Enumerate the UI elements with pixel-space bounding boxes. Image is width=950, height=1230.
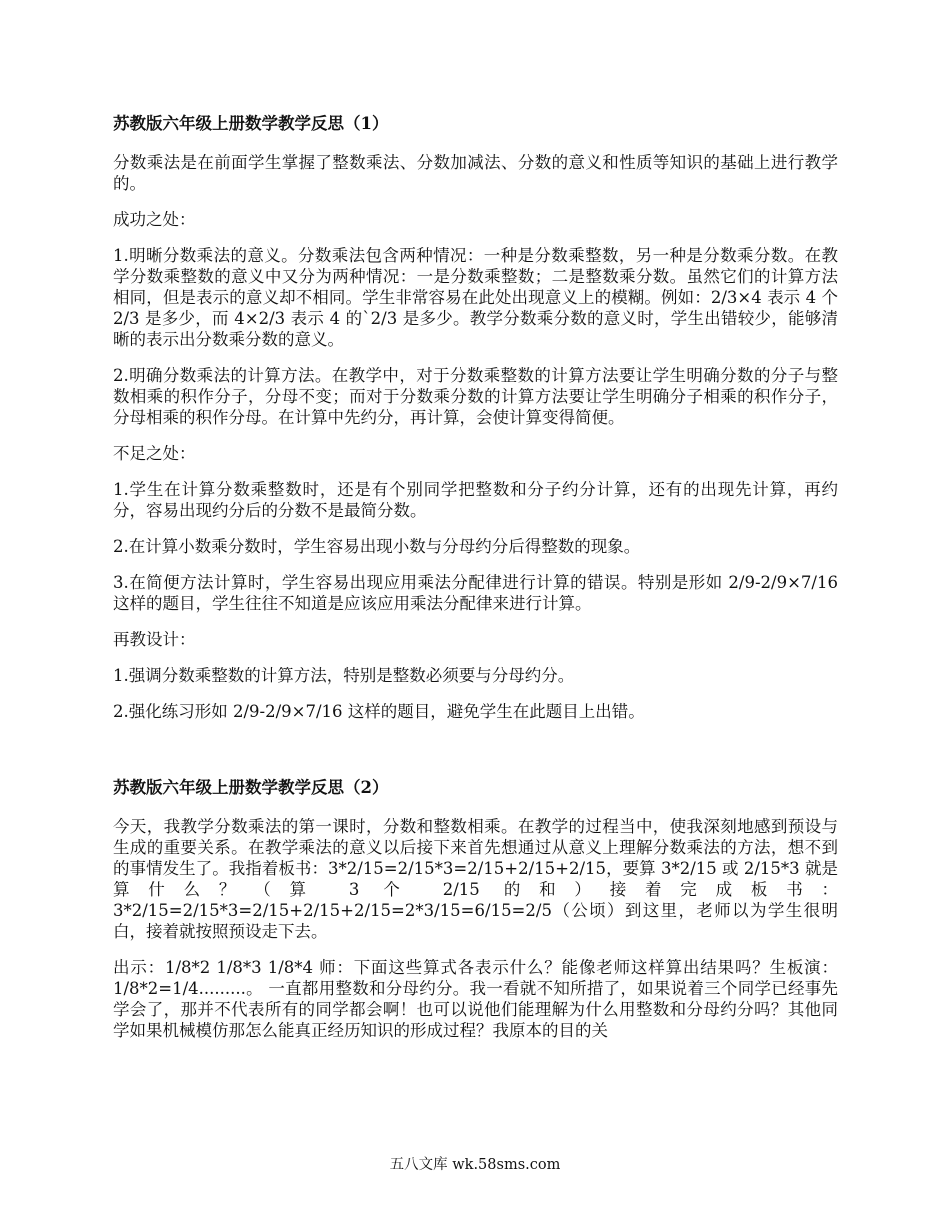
page-footer: 五八文库 wk.58sms.com xyxy=(389,1157,561,1173)
section-1-title: 苏教版六年级上册数学教学反思（1） xyxy=(113,114,389,133)
paragraph: 2.在计算小数乘分数时，学生容易出现小数与分母约分后得整数的现象。 xyxy=(113,537,641,556)
paragraph: 今天，我教学分数乘法的第一课时，分数和整数相乘。在教学的过程当中，使我深刻地感到预设与生成的重要关系。在教学乘法的意义以后接下来首先想通过从意义上理解分数乘法的方法，想不到的事情发生了。我指着板书：3*2/15=2/15*3=2/15+2/15+2/15，要算 3*2/15 或 2/15*3 就是算什么？（算 3 个 2/15 的和）接着完成板书：3*2/15=2/15*3=2/15+2/15+2/15=2*3/15=6/15=2/5（公顷）到这里，老师以为学生很明白，接着就按照预设走下去。 xyxy=(113,817,838,941)
paragraph: 出示：1/8*2 1/8*3 1/8*4 师：下面这些算式各表示什么？能像老师这样算出结果吗？生板演：1/8*2=1/4.........。 一直都用整数和分母约分。我一看就不知所措了，如果说着三个同学已经事先学会了，那并不代表所有的同学都会啊！也可以说他们能理解为什么用整数和分母约分吗？其他同学如果机械模仿那怎么能真正经历知识的形成过程？我原本的目的关 xyxy=(113,958,838,1040)
paragraph: 不足之处： xyxy=(113,444,196,463)
paragraph: 1.强调分数乘整数的计算方法，特别是整数必须要与分母约分。 xyxy=(113,666,575,685)
paragraph: 1.学生在计算分数乘整数时，还是有个别同学把整数和分子约分计算，还有的出现先计算，再约分，容易出现约分后的分数不是最简分数。 xyxy=(113,480,838,520)
paragraph: 1.明晰分数乘法的意义。分数乘法包含两种情况：一种是分数乘整数，另一种是分数乘分数。在教学分数乘整数的意义中又分为两种情况：一是分数乘整数；二是整数乘分数。虽然它们的计算方法相同，但是表示的意义却不相同。学生非常容易在此处出现意义上的模糊。例如：2/3×4 表示 4 个 2/3 是多少，而 4×2/3 表示 4 的`2/3 是多少。教学分数乘分数的意义时，学生出错较少，能够清晰的表示出分数乘分数的意义。 xyxy=(113,246,838,349)
paragraph: 分数乘法是在前面学生掌握了整数乘法、分数加减法、分数的意义和性质等知识的基础上进行教学的。 xyxy=(113,153,838,193)
section-1 xyxy=(113,112,838,722)
section-2 xyxy=(113,776,838,1041)
paragraph: 2.明确分数乘法的计算方法。在教学中，对于分数乘整数的计算方法要让学生明确分数的分子与整数相乘的积作分子，分母不变；而对于分数乘分数的计算方法要让学生明确分子相乘的积作分子，分母相乘的积作分母。在计算中先约分，再计算，会使计算变得简便。 xyxy=(113,366,838,427)
paragraph: 再教设计： xyxy=(113,630,196,649)
section-spacer xyxy=(113,737,838,776)
paragraph: 3.在简便方法计算时，学生容易出现应用乘法分配律进行计算的错误。特别是形如 2/9-2/9×7/16 这样的题目，学生往往不知道是应该应用乘法分配律来进行计算。 xyxy=(113,573,838,613)
section-2-title: 苏教版六年级上册数学教学反思（2） xyxy=(113,778,389,797)
paragraph: 成功之处： xyxy=(113,210,196,229)
document-body xyxy=(113,112,838,1056)
paragraph: 2.强化练习形如 2/9-2/9×7/16 这样的题目，避免学生在此题目上出错。 xyxy=(113,702,645,721)
